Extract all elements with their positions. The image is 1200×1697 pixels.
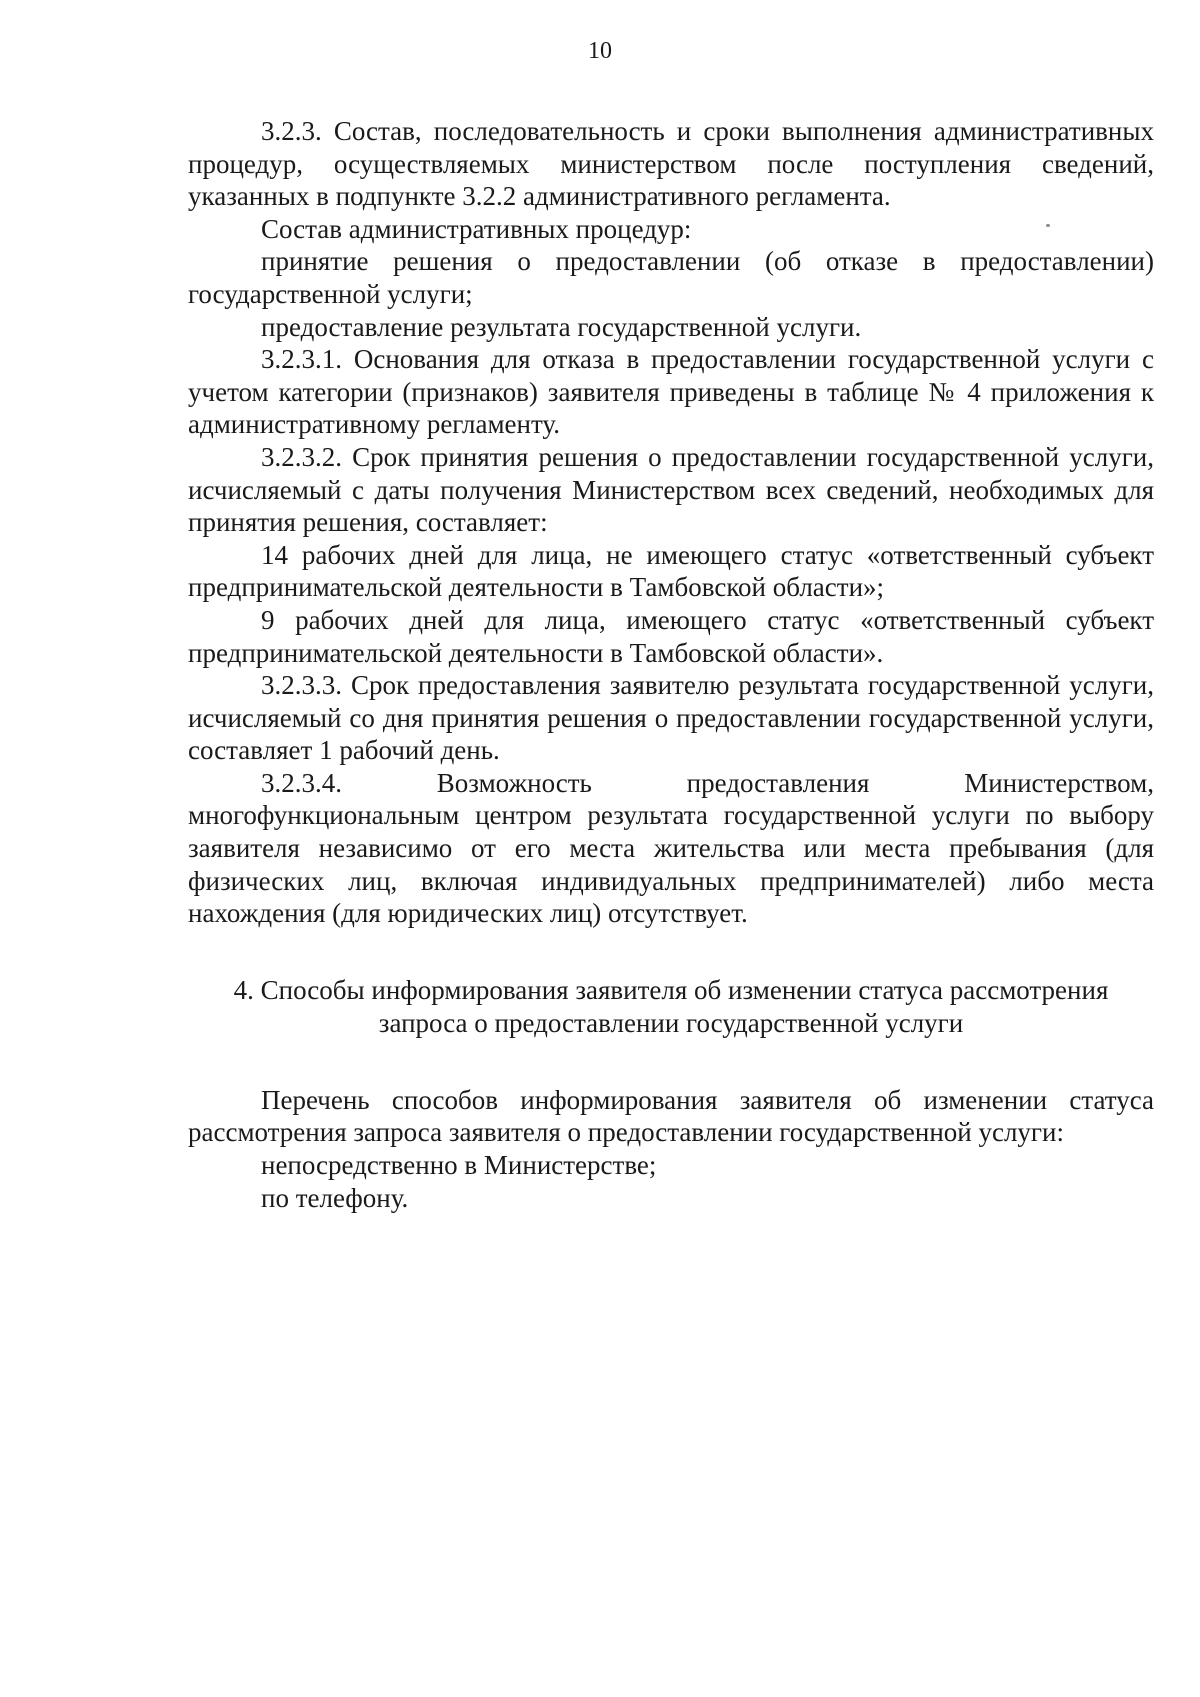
- paragraph-3-2-3-2: 3.2.3.2. Срок принятия решения о предоставлении государственной услуги, исчисляемый с даты получения Министерством всех сведений, необходимых для принятия решения, составляет:: [188, 441, 1154, 538]
- paragraph-section-4-intro: Перечень способов информирования заявителя об изменении статуса рассмотрения запроса заявителя о предоставлении государственной услуги:: [188, 1084, 1154, 1148]
- scan-speck: [1046, 224, 1050, 227]
- page-number: 10: [588, 38, 612, 64]
- paragraph-procedure-decision: принятие решения о предоставлении (об отказе в предоставлении) государственной услуги;: [188, 246, 1154, 309]
- paragraph-3-2-3-1: 3.2.3.1. Основания для отказа в предоставлении государственной услуги с учетом категории (признаков) заявителя приведены в таблице № 4 приложения к административному регламенту.: [188, 344, 1154, 440]
- paragraph-3-2-3-3: 3.2.3.3. Срок предоставления заявителю результата государственной услуги, исчисляемый со дня принятия решения о предоставлении государственной услуги, составляет 1 рабочий день.: [188, 670, 1154, 766]
- list-item-phone: по телефону.: [261, 1182, 409, 1213]
- paragraph-procedures-list-title: Состав административных процедур:: [261, 213, 692, 244]
- section-4-heading: [188, 974, 1154, 1040]
- section-4-heading-line-1: 4. Способы информирования заявителя об изменении статуса рассмотрения: [233, 974, 1109, 1005]
- section-4-heading-line-2: запроса о предоставлении государственной услуги: [378, 1007, 964, 1038]
- paragraph-14-days: 14 рабочих дней для лица, не имеющего статус «ответственный субъект предпринимательской деятельности в Тамбовской области»;: [188, 539, 1154, 603]
- document-body: [188, 115, 1154, 1214]
- list-item-ministry: непосредственно в Министерстве;: [261, 1150, 657, 1181]
- paragraph-3-2-3: 3.2.3. Состав, последовательность и сроки выполнения административных процедур, осуществляемых министерством после поступления сведений, указанных в подпункте 3.2.2 административного регламента.: [188, 116, 1154, 212]
- paragraph-3-2-3-4: 3.2.3.4. Возможность предоставления Министерством, многофункциональным центром результата государственной услуги по выбору заявителя независимо от его места жительства или места пребывания (для физических лиц, включая индивидуальных предпринимателей) либо места нахождения (для юридических лиц) отсутствует.: [188, 767, 1154, 929]
- paragraph-9-days: 9 рабочих дней для лица, имеющего статус «ответственный субъект предпринимательской деятельности в Тамбовской области».: [188, 604, 1154, 668]
- paragraph-procedure-result: предоставление результата государственной услуги.: [261, 311, 862, 342]
